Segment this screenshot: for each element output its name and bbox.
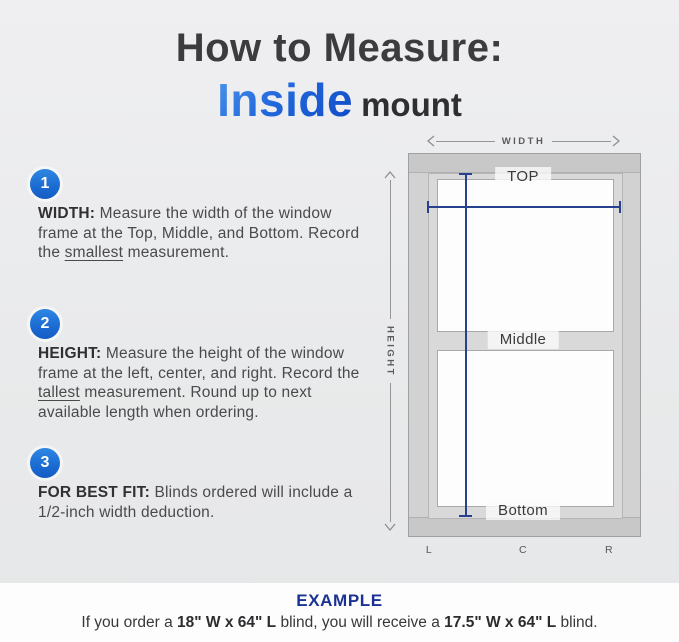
title-line-1: How to Measure:: [175, 26, 504, 70]
height-measure-tick-top: [459, 173, 472, 175]
height-dimension-arrow: [382, 170, 398, 532]
step-1-number-badge: [30, 169, 60, 199]
width-measure-tick-left: [427, 201, 429, 213]
middle-position-label: Middle: [488, 330, 559, 349]
height-arrow-line-bottom: [390, 383, 391, 522]
step-3-number-badge: [30, 448, 60, 478]
step-3-text: [38, 483, 376, 522]
example-section: [0, 583, 679, 642]
top-position-label: TOP: [495, 167, 551, 186]
step-2-number-badge: [30, 309, 60, 339]
step-1-body: Measure the width of the window frame at the Top, Middle, and Bottom. Record the: [38, 205, 360, 261]
step-2-body-end: measurement. Round up to next available length when ordering.: [38, 384, 312, 421]
width-arrow-line-right: [552, 141, 611, 142]
step-2-body: Measure the height of the window frame at the left, center, and right. Record the: [38, 345, 360, 382]
step-1-underlined-word: smallest: [64, 244, 124, 261]
width-dimension-label: WIDTH: [501, 135, 546, 147]
example-heading: EXAMPLE: [296, 591, 383, 610]
right-marker-label: R: [604, 544, 614, 556]
width-measure-tick-right: [619, 201, 621, 213]
arrow-up-icon: [384, 170, 396, 180]
step-1-text: [38, 204, 376, 263]
step-1-body-end: measurement.: [123, 244, 230, 261]
height-measure-tick-bottom: [459, 515, 472, 517]
center-marker-label: C: [518, 544, 528, 556]
height-arrow-line-top: [390, 180, 391, 319]
width-measure-line: [428, 206, 620, 208]
height-measure-line: [465, 174, 467, 517]
title-suffix-mount: mount: [361, 86, 462, 123]
title-line-2: [0, 73, 679, 127]
example-part-3: blind.: [556, 614, 598, 631]
step-1-label: WIDTH:: [38, 205, 96, 222]
example-part-1: If you order a: [81, 614, 178, 631]
width-dimension-arrow: [426, 134, 621, 148]
bottom-position-label: Bottom: [486, 501, 560, 520]
step-2-number: 2: [40, 315, 50, 332]
height-dimension-label: HEIGHT: [384, 325, 396, 377]
example-received-size: 17.5" W x 64" L: [444, 614, 557, 631]
width-arrow-line-left: [436, 141, 495, 142]
arrow-right-icon: [611, 135, 621, 147]
arrow-down-icon: [384, 522, 396, 532]
step-3-number: 3: [40, 454, 50, 471]
step-3-label: FOR BEST FIT:: [38, 484, 150, 501]
step-1-number: 1: [40, 175, 50, 192]
title-accent-inside: Inside: [217, 74, 354, 126]
step-2-underlined-word: tallest: [38, 384, 80, 401]
page-title: [0, 26, 679, 127]
window-upper-pane: [437, 179, 614, 332]
example-ordered-size: 18" W x 64" L: [177, 614, 277, 631]
arrow-left-icon: [426, 135, 436, 147]
example-part-2: blind, you will receive a: [276, 614, 445, 631]
step-3-body: Blinds ordered will include a 1/2-inch width deduction.: [38, 484, 353, 521]
left-marker-label: L: [425, 544, 433, 556]
step-2-text: [38, 344, 376, 422]
window-lower-pane: [437, 350, 614, 507]
step-2-label: HEIGHT:: [38, 345, 102, 362]
example-sentence: [0, 614, 679, 632]
